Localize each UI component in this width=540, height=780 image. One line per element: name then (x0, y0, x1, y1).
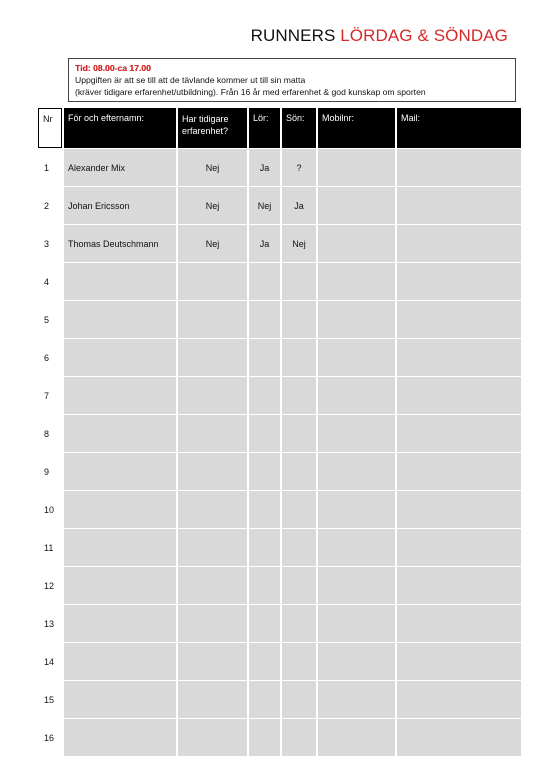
name-cell[interactable] (64, 566, 176, 604)
mobile-cell[interactable] (318, 262, 395, 300)
experience-cell[interactable]: Nej (178, 224, 247, 262)
row-number: 10 (38, 490, 62, 528)
experience-cell[interactable] (178, 452, 247, 490)
mail-cell[interactable] (397, 528, 521, 566)
mail-cell[interactable] (397, 262, 521, 300)
header-experience: Har tidigare erfarenhet? (178, 108, 247, 148)
sunday-cell[interactable] (282, 452, 316, 490)
row-number: 13 (38, 604, 62, 642)
mail-cell[interactable] (397, 604, 521, 642)
saturday-cell[interactable] (249, 262, 280, 300)
mobile-cell[interactable] (318, 718, 395, 756)
experience-cell[interactable] (178, 414, 247, 452)
saturday-cell[interactable]: Ja (249, 224, 280, 262)
saturday-cell[interactable] (249, 680, 280, 718)
experience-cell[interactable] (178, 490, 247, 528)
row-number: 8 (38, 414, 62, 452)
page-title (251, 26, 508, 46)
requirements: (kräver tidigare erfarenhet/utbildning). Från 16 år med erfarenhet & god kunskap om sporten (75, 87, 426, 97)
name-cell[interactable] (64, 642, 176, 680)
row-number: 12 (38, 566, 62, 604)
mobile-cell[interactable] (318, 300, 395, 338)
sunday-cell[interactable] (282, 338, 316, 376)
mobile-cell[interactable] (318, 642, 395, 680)
row-number: 14 (38, 642, 62, 680)
title-main: RUNNERS (250, 26, 336, 45)
sunday-cell[interactable] (282, 376, 316, 414)
header-saturday: Lör: (249, 108, 280, 148)
sunday-cell[interactable] (282, 604, 316, 642)
header-mobile: Mobilnr: (318, 108, 395, 148)
sunday-cell[interactable] (282, 566, 316, 604)
mobile-cell[interactable] (318, 414, 395, 452)
saturday-cell[interactable]: Nej (249, 186, 280, 224)
name-cell[interactable] (64, 452, 176, 490)
name-cell[interactable] (64, 262, 176, 300)
saturday-cell[interactable] (249, 490, 280, 528)
mobile-cell[interactable] (318, 566, 395, 604)
name-cell[interactable]: Johan Ericsson (64, 186, 176, 224)
sunday-cell[interactable] (282, 528, 316, 566)
mobile-cell[interactable] (318, 148, 395, 186)
mail-cell[interactable] (397, 224, 521, 262)
saturday-cell[interactable] (249, 604, 280, 642)
experience-cell[interactable] (178, 376, 247, 414)
sunday-cell[interactable] (282, 680, 316, 718)
mail-cell[interactable] (397, 376, 521, 414)
name-cell[interactable] (64, 604, 176, 642)
mail-cell[interactable] (397, 680, 521, 718)
header-mail: Mail: (397, 108, 521, 148)
mobile-cell[interactable] (318, 376, 395, 414)
mail-cell[interactable] (397, 186, 521, 224)
sunday-cell[interactable]: ? (282, 148, 316, 186)
mobile-cell[interactable] (318, 604, 395, 642)
name-cell[interactable] (64, 680, 176, 718)
mobile-cell[interactable] (318, 680, 395, 718)
saturday-cell[interactable] (249, 300, 280, 338)
row-number: 2 (38, 186, 62, 224)
experience-cell[interactable] (178, 528, 247, 566)
sunday-cell[interactable]: Nej (282, 224, 316, 262)
title-days: LÖRDAG & SÖNDAG (340, 26, 508, 45)
name-cell[interactable]: Thomas Deutschmann (64, 224, 176, 262)
experience-cell[interactable]: Nej (178, 186, 247, 224)
experience-cell[interactable] (178, 262, 247, 300)
saturday-cell[interactable] (249, 566, 280, 604)
sunday-cell[interactable] (282, 262, 316, 300)
mail-cell[interactable] (397, 566, 521, 604)
time-info: Tid: 08.00-ca 17.00 (75, 63, 151, 73)
name-cell[interactable] (64, 414, 176, 452)
row-number: 4 (38, 262, 62, 300)
mail-cell[interactable] (397, 490, 521, 528)
header-nr: Nr (38, 108, 62, 148)
experience-cell[interactable] (178, 338, 247, 376)
name-cell[interactable] (64, 300, 176, 338)
experience-cell[interactable]: Nej (178, 148, 247, 186)
mail-cell[interactable] (397, 718, 521, 756)
sunday-cell[interactable] (282, 642, 316, 680)
mobile-cell[interactable] (318, 224, 395, 262)
name-cell[interactable] (64, 338, 176, 376)
mail-cell[interactable] (397, 148, 521, 186)
name-cell[interactable] (64, 528, 176, 566)
row-number: 1 (38, 148, 62, 186)
mail-cell[interactable] (397, 414, 521, 452)
row-number: 3 (38, 224, 62, 262)
mail-cell[interactable] (397, 300, 521, 338)
row-number: 5 (38, 300, 62, 338)
saturday-cell[interactable] (249, 642, 280, 680)
saturday-cell[interactable] (249, 452, 280, 490)
header-name: För och efternamn: (64, 108, 176, 148)
experience-cell[interactable] (178, 604, 247, 642)
row-number: 6 (38, 338, 62, 376)
row-number: 16 (38, 718, 62, 756)
header-sunday: Sön: (282, 108, 316, 148)
name-cell[interactable] (64, 490, 176, 528)
name-cell[interactable] (64, 718, 176, 756)
saturday-cell[interactable] (249, 528, 280, 566)
mobile-cell[interactable] (318, 528, 395, 566)
sunday-cell[interactable]: Ja (282, 186, 316, 224)
experience-cell[interactable] (178, 718, 247, 756)
mobile-cell[interactable] (318, 452, 395, 490)
mobile-cell[interactable] (318, 490, 395, 528)
task-info-box (68, 58, 516, 102)
row-number: 11 (38, 528, 62, 566)
mail-cell[interactable] (397, 338, 521, 376)
sunday-cell[interactable] (282, 414, 316, 452)
saturday-cell[interactable] (249, 376, 280, 414)
row-number: 15 (38, 680, 62, 718)
saturday-cell[interactable] (249, 338, 280, 376)
saturday-cell[interactable] (249, 414, 280, 452)
name-cell[interactable] (64, 376, 176, 414)
mobile-cell[interactable] (318, 186, 395, 224)
sunday-cell[interactable] (282, 490, 316, 528)
mail-cell[interactable] (397, 642, 521, 680)
task-description: Uppgiften är att se till att de tävlande kommer ut till sin matta (75, 75, 306, 85)
experience-cell[interactable] (178, 300, 247, 338)
sunday-cell[interactable] (282, 718, 316, 756)
experience-cell[interactable] (178, 566, 247, 604)
row-number: 9 (38, 452, 62, 490)
mail-cell[interactable] (397, 452, 521, 490)
signup-table (38, 108, 521, 756)
mobile-cell[interactable] (318, 338, 395, 376)
experience-cell[interactable] (178, 680, 247, 718)
row-number: 7 (38, 376, 62, 414)
name-cell[interactable]: Alexander Mix (64, 148, 176, 186)
saturday-cell[interactable] (249, 718, 280, 756)
experience-cell[interactable] (178, 642, 247, 680)
sunday-cell[interactable] (282, 300, 316, 338)
saturday-cell[interactable]: Ja (249, 148, 280, 186)
